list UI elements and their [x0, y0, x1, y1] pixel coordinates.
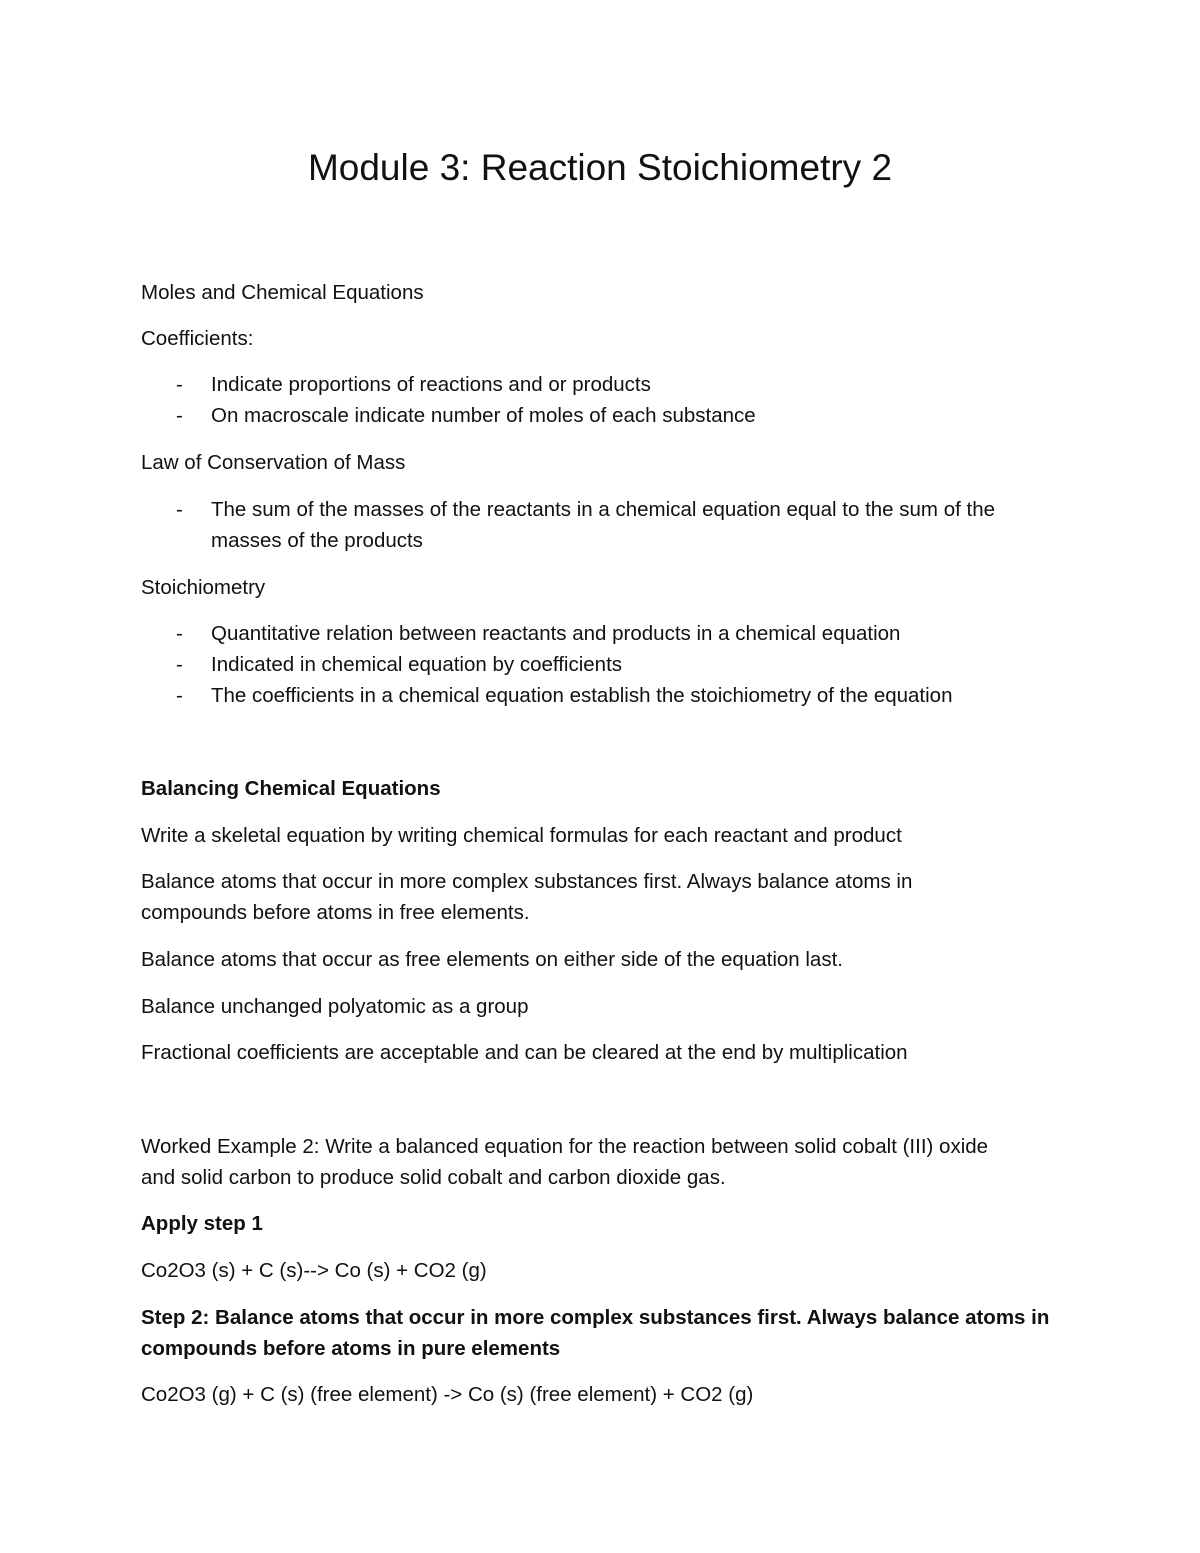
- list-item: The coefficients in a chemical equation establish the stoichiometry of the equation: [211, 684, 953, 707]
- section-heading-moles: Moles and Chemical Equations: [141, 281, 424, 304]
- list-item: The sum of the masses of the reactants in a chemical equation equal to the sum of the: [211, 498, 995, 521]
- balancing-step-1: Write a skeletal equation by writing chemical formulas for each reactant and product: [141, 824, 902, 847]
- list-item: Indicated in chemical equation by coefficients: [211, 653, 623, 676]
- bullet-marker: -: [176, 684, 183, 707]
- bullet-marker: -: [176, 404, 183, 427]
- balancing-step-2: Balance atoms that occur in more complex substances first. Always balance atoms in: [141, 870, 913, 893]
- list-item: Indicate proportions of reactions and or products: [211, 373, 651, 396]
- bullet-marker: -: [176, 373, 183, 396]
- balancing-step-4: Balance unchanged polyatomic as a group: [141, 995, 529, 1018]
- bullet-marker: -: [176, 653, 183, 676]
- worked-example-continuation: and solid carbon to produce solid cobalt and carbon dioxide gas.: [141, 1166, 726, 1189]
- balancing-step-3: Balance atoms that occur as free elements on either side of the equation last.: [141, 948, 843, 971]
- step-2-heading: Step 2: Balance atoms that occur in more complex substances first. Always balance atoms in: [141, 1306, 1050, 1329]
- bullet-marker: -: [176, 498, 183, 521]
- list-item: Quantitative relation between reactants and products in a chemical equation: [211, 622, 901, 645]
- apply-step-1-heading: Apply step 1: [141, 1212, 263, 1235]
- list-item-continuation: masses of the products: [211, 529, 423, 552]
- step-2-heading-continuation: compounds before atoms in pure elements: [141, 1337, 561, 1360]
- equation-1: Co2O3 (s) + C (s)--> Co (s) + CO2 (g): [141, 1259, 487, 1282]
- page-title: Module 3: Reaction Stoichiometry 2: [307, 147, 893, 188]
- bullet-marker: -: [176, 622, 183, 645]
- balancing-step-5: Fractional coefficients are acceptable and can be cleared at the end by multiplication: [141, 1041, 908, 1064]
- section-heading-coefficients: Coefficients:: [141, 327, 254, 350]
- equation-2: Co2O3 (g) + C (s) (free element) -> Co (s) (free element) + CO2 (g): [141, 1383, 754, 1406]
- section-heading-balancing: Balancing Chemical Equations: [141, 777, 441, 800]
- list-item: On macroscale indicate number of moles of each substance: [211, 404, 756, 427]
- section-heading-stoichiometry: Stoichiometry: [141, 576, 266, 599]
- section-heading-law: Law of Conservation of Mass: [141, 451, 406, 474]
- worked-example-text: Worked Example 2: Write a balanced equation for the reaction between solid cobalt (III) oxide: [141, 1135, 989, 1158]
- balancing-step-2-continuation: compounds before atoms in free elements.: [141, 901, 530, 924]
